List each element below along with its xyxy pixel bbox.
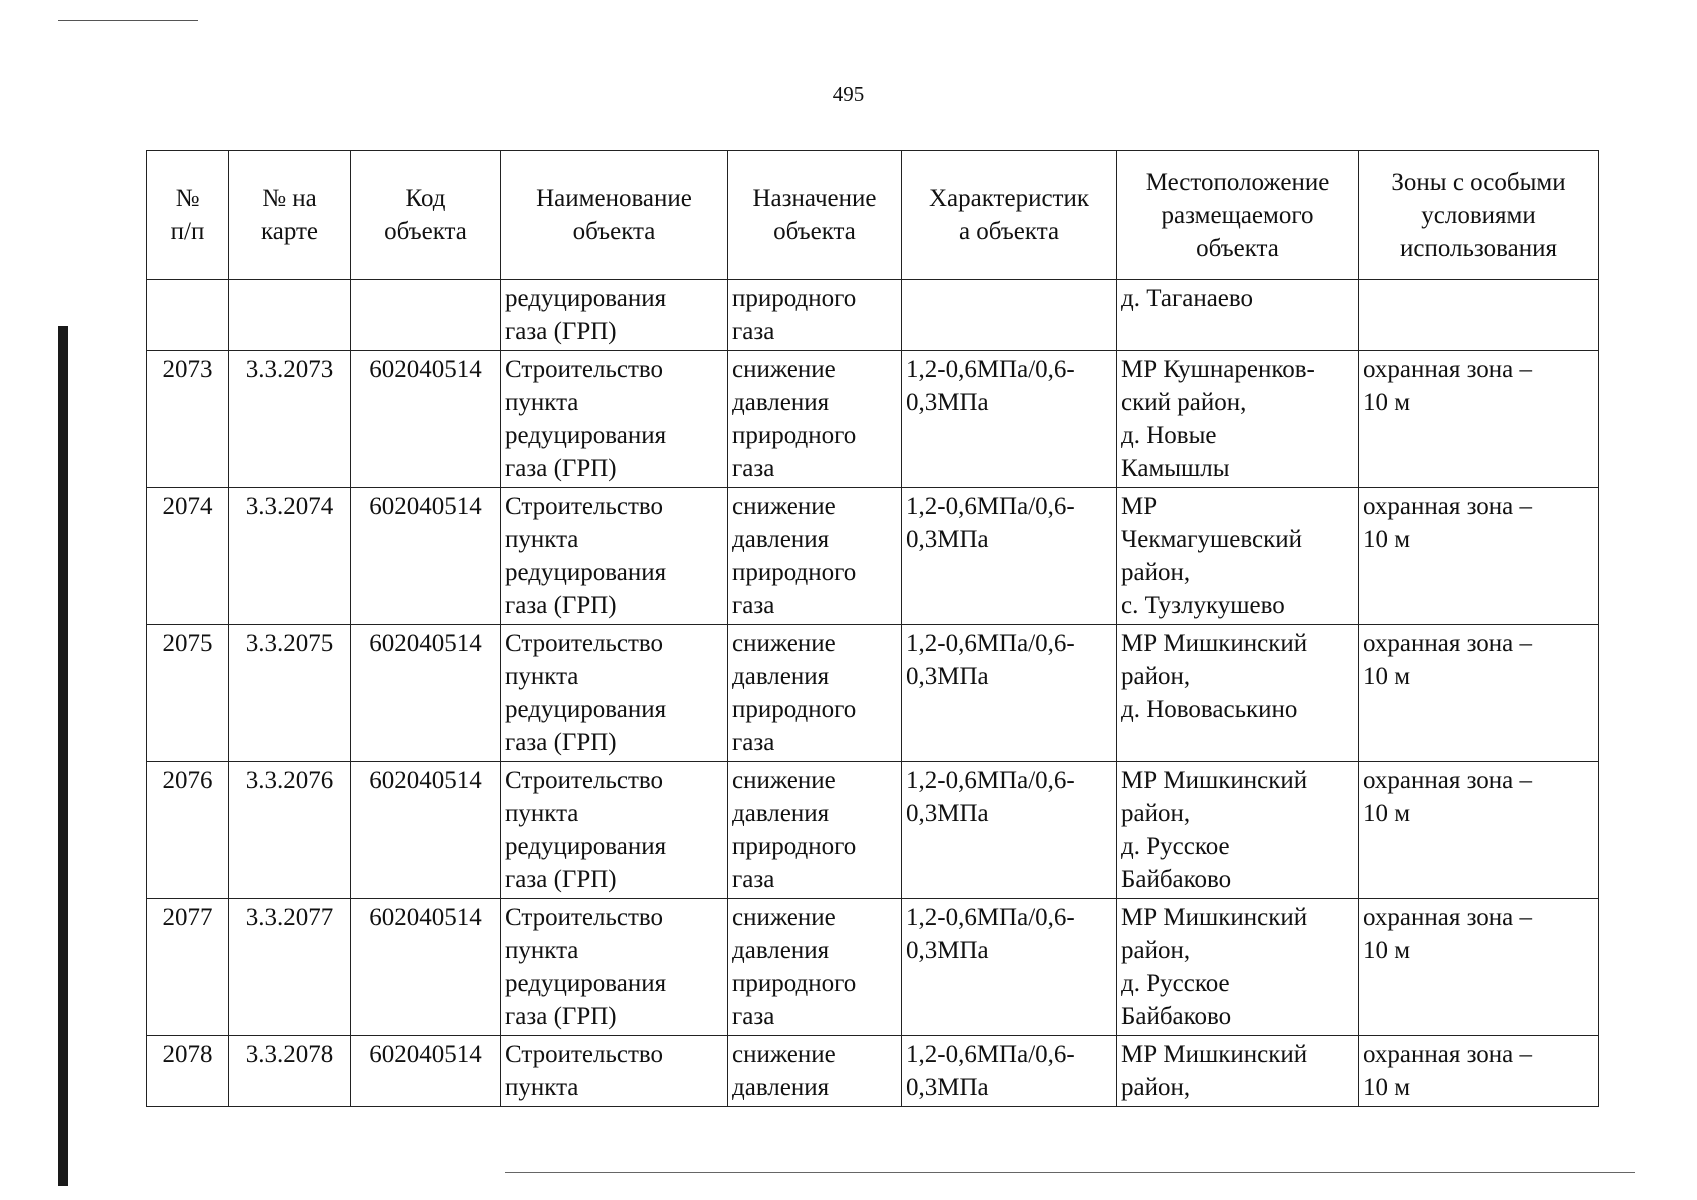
header-cell-special-zones: Зоны с особыми условиями использования (1359, 151, 1599, 280)
cell-purpose: снижение давления природного газа (728, 762, 902, 899)
page-number: 495 (832, 82, 865, 106)
cell-object-code: 602040514 (351, 625, 501, 762)
table-row (147, 762, 1599, 899)
cell-special-zones: охранная зона – 10 м (1359, 351, 1599, 488)
cell-number (147, 280, 229, 351)
cell-object-name: Строительство пункта редуцирования газа (ГРП) (501, 351, 728, 488)
cell-map-number: 3.3.2073 (229, 351, 351, 488)
cell-object-code (351, 280, 501, 351)
cell-object-name: редуцирования газа (ГРП) (501, 280, 728, 351)
cell-location: МР Кушнаренков- ский район, д. Новые Камышлы (1117, 351, 1359, 488)
cell-object-name: Строительство пункта редуцирования газа (ГРП) (501, 625, 728, 762)
cell-map-number: 3.3.2074 (229, 488, 351, 625)
table-row (147, 488, 1599, 625)
cell-purpose: снижение давления природного газа (728, 625, 902, 762)
cell-map-number (229, 280, 351, 351)
scan-artifact-top-line (58, 20, 198, 21)
cell-characteristics: 1,2-0,6МПа/0,6- 0,3МПа (902, 899, 1117, 1036)
table-row (147, 280, 1599, 351)
cell-object-code: 602040514 (351, 899, 501, 1036)
cell-number: 2075 (147, 625, 229, 762)
cell-location: МР Мишкинский район, д. Нововаськино (1117, 625, 1359, 762)
header-cell-purpose: Назначение объекта (728, 151, 902, 280)
cell-map-number: 3.3.2077 (229, 899, 351, 1036)
cell-characteristics: 1,2-0,6МПа/0,6- 0,3МПа (902, 625, 1117, 762)
table-row (147, 1036, 1599, 1107)
header-cell-object-name: Наименование объекта (501, 151, 728, 280)
table-row (147, 899, 1599, 1036)
cell-special-zones: охранная зона – 10 м (1359, 625, 1599, 762)
table-row (147, 351, 1599, 488)
cell-map-number: 3.3.2076 (229, 762, 351, 899)
cell-characteristics: 1,2-0,6МПа/0,6- 0,3МПа (902, 1036, 1117, 1107)
cell-number: 2076 (147, 762, 229, 899)
cell-special-zones: охранная зона – 10 м (1359, 899, 1599, 1036)
cell-number: 2078 (147, 1036, 229, 1107)
cell-characteristics: 1,2-0,6МПа/0,6- 0,3МПа (902, 351, 1117, 488)
cell-special-zones: охранная зона – 10 м (1359, 762, 1599, 899)
cell-object-name: Строительство пункта редуцирования газа (ГРП) (501, 488, 728, 625)
cell-map-number: 3.3.2075 (229, 625, 351, 762)
cell-object-code: 602040514 (351, 1036, 501, 1107)
cell-object-name: Строительство пункта редуцирования газа (ГРП) (501, 762, 728, 899)
cell-purpose: снижение давления природного газа (728, 351, 902, 488)
cell-object-code: 602040514 (351, 488, 501, 625)
table-header-row (147, 151, 1599, 280)
cell-characteristics: 1,2-0,6МПа/0,6- 0,3МПа (902, 488, 1117, 625)
cell-special-zones (1359, 280, 1599, 351)
cell-location: МР Чекмагушевский район, с. Тузлукушево (1117, 488, 1359, 625)
scan-artifact-left-bar (58, 326, 68, 1186)
cell-purpose: природного газа (728, 280, 902, 351)
header-cell-location: Местоположение размещаемого объекта (1117, 151, 1359, 280)
cell-location: МР Мишкинский район, д. Русское Байбаково (1117, 899, 1359, 1036)
cell-characteristics (902, 280, 1117, 351)
header-cell-number: № п/п (147, 151, 229, 280)
cell-object-code: 602040514 (351, 351, 501, 488)
cell-location: МР Мишкинский район, д. Русское Байбаково (1117, 762, 1359, 899)
cell-object-name: Строительство пункта редуцирования газа (ГРП) (501, 899, 728, 1036)
header-cell-characteristics: Характеристик а объекта (902, 151, 1117, 280)
cell-purpose: снижение давления природного газа (728, 899, 902, 1036)
cell-map-number: 3.3.2078 (229, 1036, 351, 1107)
cell-number: 2074 (147, 488, 229, 625)
cell-location: МР Мишкинский район, (1117, 1036, 1359, 1107)
objects-table (146, 150, 1599, 1107)
header-cell-map-number: № на карте (229, 151, 351, 280)
cell-purpose: снижение давления (728, 1036, 902, 1107)
cell-number: 2073 (147, 351, 229, 488)
cell-object-name: Строительство пункта (501, 1036, 728, 1107)
scan-artifact-bottom-line (505, 1172, 1635, 1173)
cell-characteristics: 1,2-0,6МПа/0,6- 0,3МПа (902, 762, 1117, 899)
table-row (147, 625, 1599, 762)
cell-special-zones: охранная зона – 10 м (1359, 488, 1599, 625)
cell-object-code: 602040514 (351, 762, 501, 899)
cell-number: 2077 (147, 899, 229, 1036)
cell-location: д. Таганаево (1117, 280, 1359, 351)
cell-special-zones: охранная зона – 10 м (1359, 1036, 1599, 1107)
cell-purpose: снижение давления природного газа (728, 488, 902, 625)
header-cell-object-code: Код объекта (351, 151, 501, 280)
